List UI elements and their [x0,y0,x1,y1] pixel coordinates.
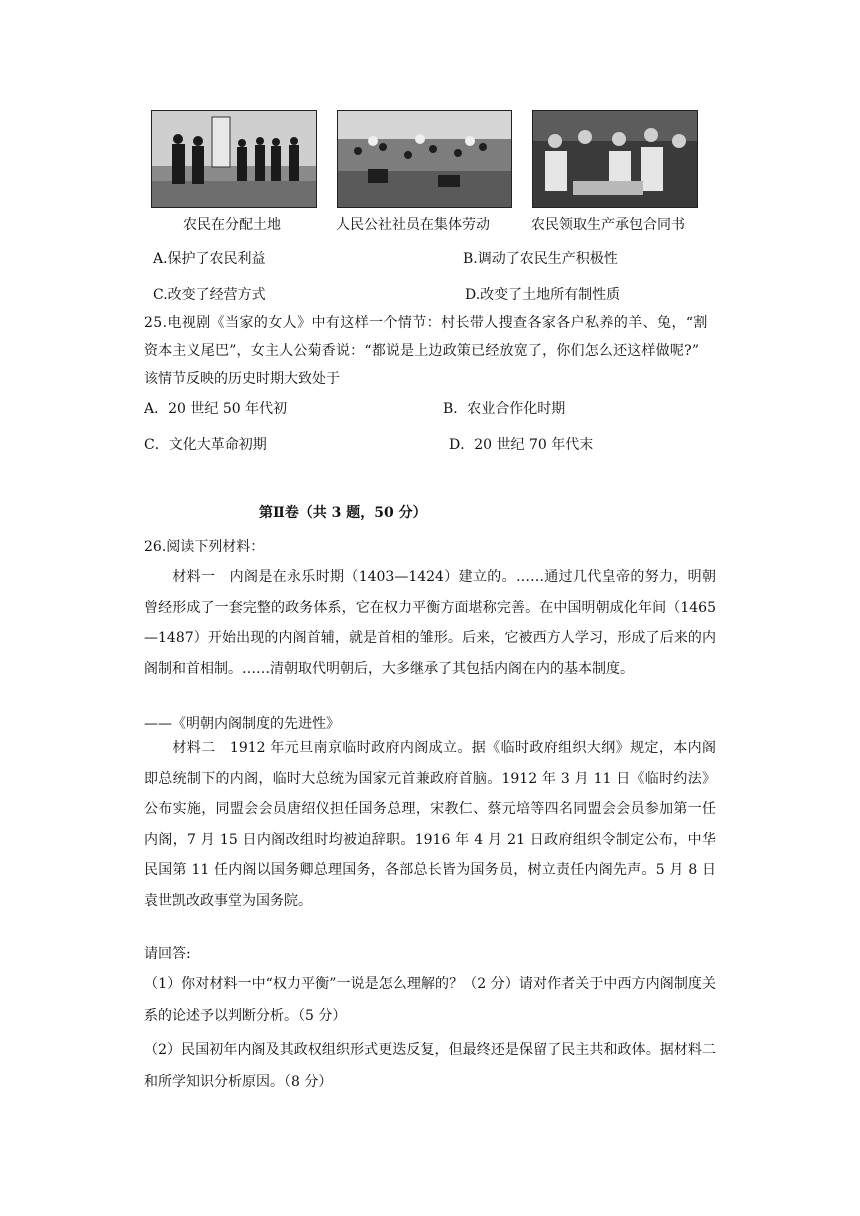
q25-option-d: D．20 世纪 70 年代末 [449,437,594,453]
figure-caption: 人民公社社员在集体劳动 [336,217,490,233]
material-two [144,733,716,916]
sub-question-2: （2）民国初年内阁及其政权组织形式更迭反复，但最终还是保留了民主共和政体。据材料二和所学知识分析原因。（8 分） [144,1042,716,1090]
q25-stem-line-3: 该情节反映的历史时期大致处于 [144,371,340,387]
answer-prompt: 请回答: [144,946,191,962]
q24-option-a: A.保护了农民利益 [153,251,266,267]
q25-option-a: A．20 世纪 50 年代初 [144,401,288,417]
material-one-source: ——《明朝内阁制度的先进性》 [144,716,340,732]
q24-option-b: B.调动了农民生产积极性 [463,251,618,267]
q24-option-c: C.改变了经营方式 [153,287,266,303]
q25-option-c: C．文化大革命初期 [144,437,267,453]
figure-caption: 农民在分配土地 [183,217,281,233]
sub-question-1: （1）你对材料一中“权力平衡”一说是怎么理解的？（2 分）请对作者关于中西方内阁制度关系的论述予以判断分析。（5 分） [144,976,716,1024]
q25-stem-line-2: 资本主义尾巴”，女主人公菊香说：“都说是上边政策已经放宽了，你们怎么还这样做呢?” [144,343,700,359]
q25-stem-line-1: 25.电视剧《当家的女人》中有这样一个情节：村长带人搜查各家各户私养的羊、兔，“割 [144,315,708,331]
q25-option-b: B．农业合作化时期 [443,401,566,417]
land-distribution-photo [151,110,317,208]
q26-intro: 26.阅读下列材料： [144,539,265,555]
material-one-text: 材料一 内阁是在永乐时期（1403—1424）建立的。……通过几代皇帝的努力，明朝曾经形成了一套完整的政务体系，它在权力平衡方面堪称完善。在中国明朝成化年间（1465—1487）开始出现的内阁首辅，就是首相的雏形。后来，它被西方人学习，形成了后来的内阁制和首相制。……清朝取代明朝后，大多继承了其包括内阁在内的基本制度。 [144,569,716,677]
section-title: 第Ⅱ卷（共 3 题，50 分） [259,505,427,521]
figure-caption: 农民领取生产承包合同书 [531,217,685,233]
contract-signing-photo [532,110,698,208]
q24-option-d: D.改变了土地所有制性质 [465,287,621,303]
material-one [144,562,716,684]
material-two-text: 材料二 1912 年元旦南京临时政府内阁成立。据《临时政府组织大纲》规定，本内阁即总统制下的内阁，临时大总统为国家元首兼政府首脑。1912 年 3 月 11 日《临时约法》公布实施，同盟会会员唐绍仪担任国务总理，宋教仁、蔡元培等四名同盟会会员参加第一任内阁，7 月 15 日内阁改组时均被迫辞职。1916 年 4 月 21 日政府组织令制定公布，中华民国第 11 任内阁以国务卿总理国务，各部总长皆为国务员，树立责任内阁先声。5 月 8 日袁世凯改政事堂为国务院。 [144,740,716,909]
collective-labor-photo [337,110,512,208]
